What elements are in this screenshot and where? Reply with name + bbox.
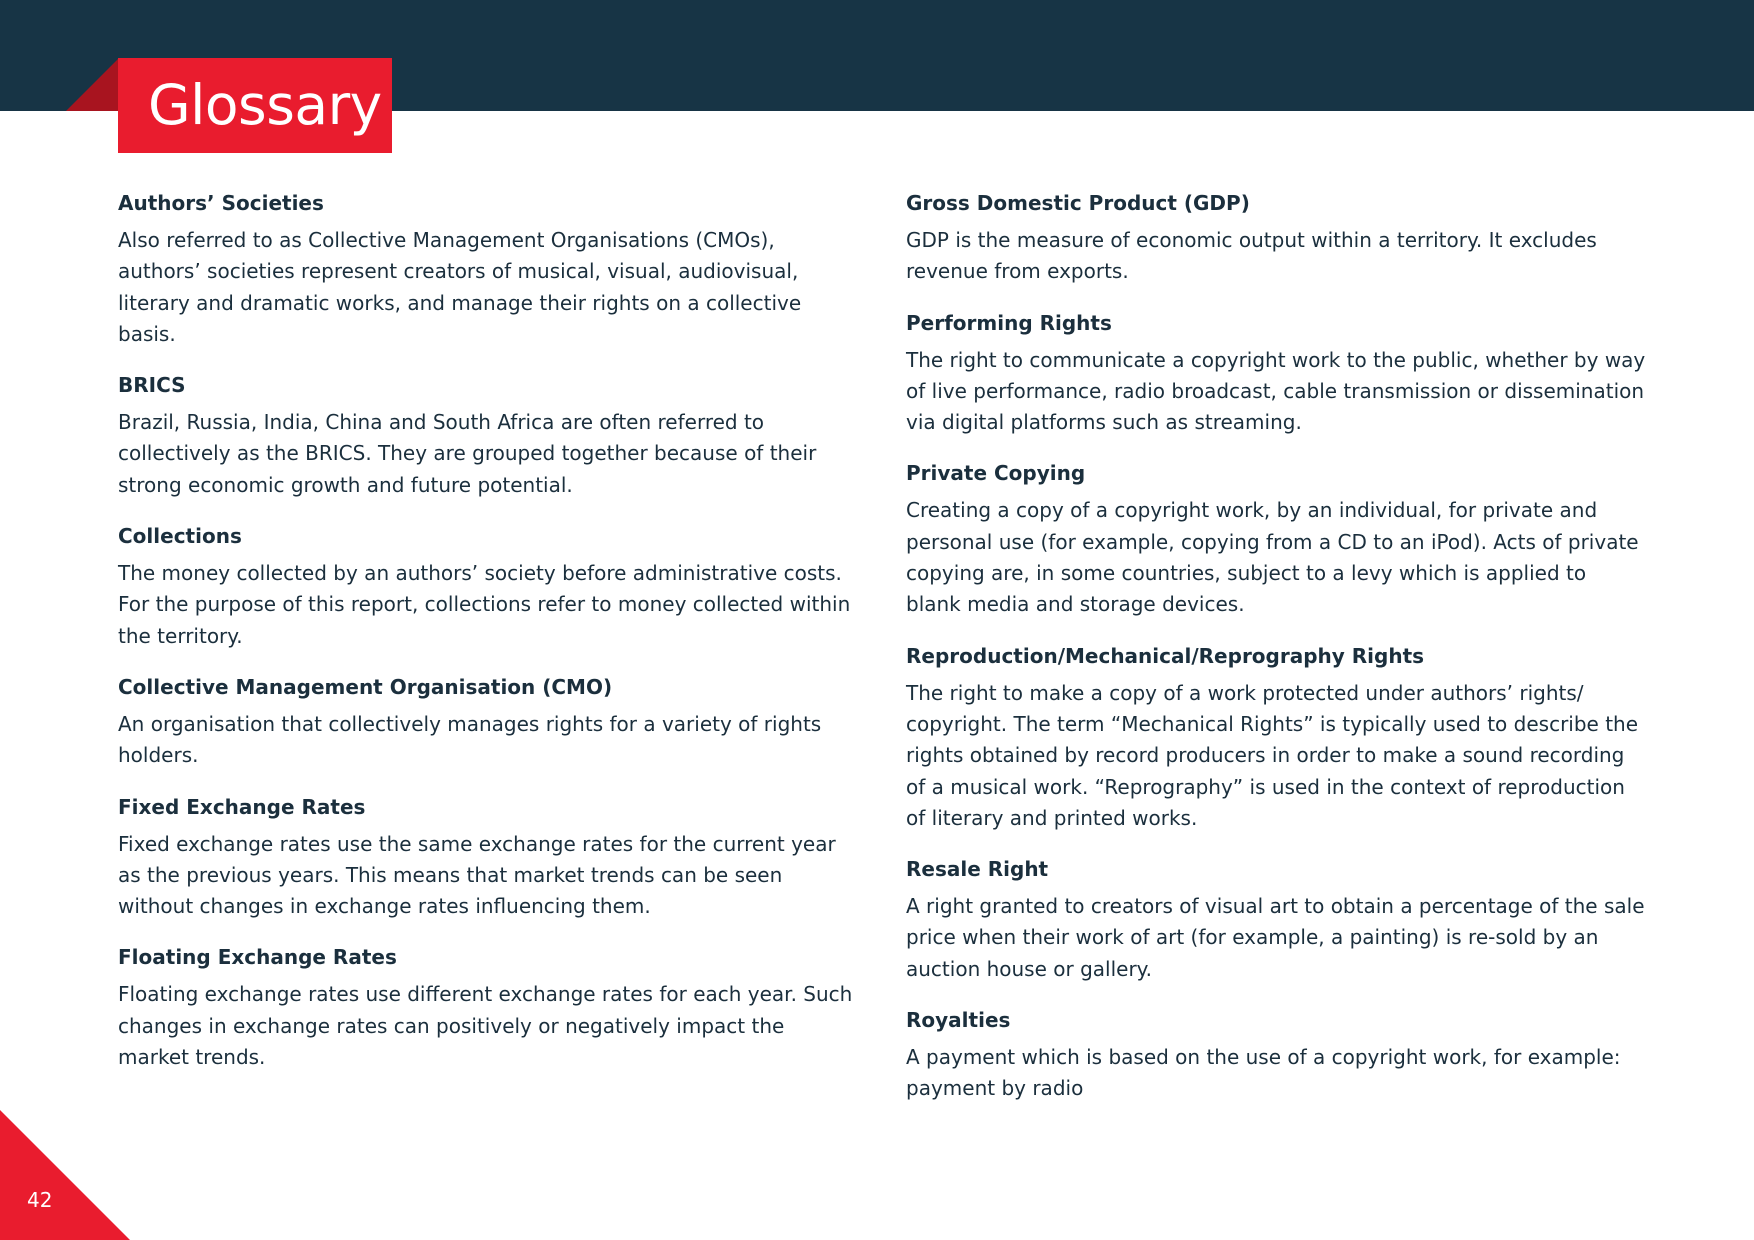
glossary-definition: The right to communicate a copyright work to the public, whether by way of live performance, radio broadcast, cable transmission or dissemination via digital platforms such as streaming. [906, 347, 1646, 435]
glossary-definition: The money collected by an authors’ society before administrative costs. For the purpose of this report, collections refer to money collected within the territory. [118, 561, 851, 648]
glossary-column-left [118, 188, 858, 1093]
glossary-definition: Fixed exchange rates use the same exchange rates for the current year as the previous years. This means that market trends can be seen without changes in exchange rates influencing them. [118, 831, 836, 919]
glossary-term: Collections [118, 524, 242, 549]
title-tab-fold [66, 58, 119, 111]
glossary-entry-royalties [906, 1005, 1646, 1105]
glossary-entry-fixed-exchange-rates [118, 792, 858, 923]
glossary-term: Reproduction/Mechanical/Reprography Rights [906, 643, 1425, 668]
glossary-definition: Brazil, Russia, India, China and South Africa are often referred to collectively as the BRICS. They are grouped together because of their strong economic growth and future potential. [118, 410, 817, 497]
glossary-definition: Creating a copy of a copyright work, by an individual, for private and personal use (for example, copying from a CD to an iPod). Acts of private copying are, in some countries, subject to a levy which is applied to blank media and storage devices. [906, 498, 1639, 617]
glossary-entry-reproduction-rights [906, 641, 1646, 834]
glossary-column-right [906, 188, 1646, 1125]
glossary-entry-collections [118, 521, 858, 652]
glossary-definition: Also referred to as Collective Management Organisations (CMOs), authors’ societies represent creators of musical, visual, audiovisual, literary and dramatic works, and manage their rights on a collective basis. [118, 228, 802, 346]
glossary-entry-brics [118, 370, 858, 501]
glossary-term: Resale Right [906, 857, 1049, 882]
glossary-term: Fixed Exchange Rates [118, 794, 366, 819]
page-number: 42 [27, 1188, 53, 1212]
glossary-entry-performing-rights [906, 308, 1646, 439]
glossary-entry-resale-right [906, 854, 1646, 985]
glossary-definition: GDP is the measure of economic output within a territory. It excludes revenue from exports. [906, 228, 1597, 284]
glossary-definition: A payment which is based on the use of a copyright work, for example: payment by radio [906, 1045, 1621, 1101]
glossary-definition: A right granted to creators of visual art to obtain a percentage of the sale price when their work of art (for example, a painting) is re-sold by an auction house or gallery. [906, 894, 1645, 981]
glossary-term: Floating Exchange Rates [118, 945, 397, 970]
title-box [118, 58, 392, 153]
page-title: Glossary [148, 73, 382, 137]
glossary-entry-private-copying [906, 458, 1646, 620]
glossary-term: Performing Rights [906, 310, 1112, 335]
glossary-definition: The right to make a copy of a work protected under authors’ rights/ copyright. The term “Mechanical Rights” is typically used to describe the rights obtained by record producers in order to make a sound recording of a musical work. “Reprography” is used in the context of reproduction of literary and printed works. [906, 680, 1639, 830]
glossary-term: BRICS [118, 373, 186, 398]
glossary-term: Collective Management Organisation (CMO) [118, 674, 613, 699]
glossary-term: Royalties [906, 1008, 1011, 1033]
glossary-entry-floating-exchange-rates [118, 942, 858, 1073]
glossary-term: Private Copying [906, 461, 1086, 486]
glossary-term: Gross Domestic Product (GDP) [906, 191, 1250, 215]
glossary-term: Authors’ Societies [118, 191, 324, 215]
glossary-definition: Floating exchange rates use different exchange rates for each year. Such changes in exchange rates can positively or negatively impact the market trends. [118, 982, 853, 1070]
glossary-entry-authors-societies [118, 188, 858, 350]
corner-triangle [0, 1110, 130, 1240]
glossary-definition: An organisation that collectively manages rights for a variety of rights holders. [118, 711, 822, 768]
glossary-entry-cmo [118, 672, 858, 772]
glossary-entry-gdp [906, 188, 1646, 288]
